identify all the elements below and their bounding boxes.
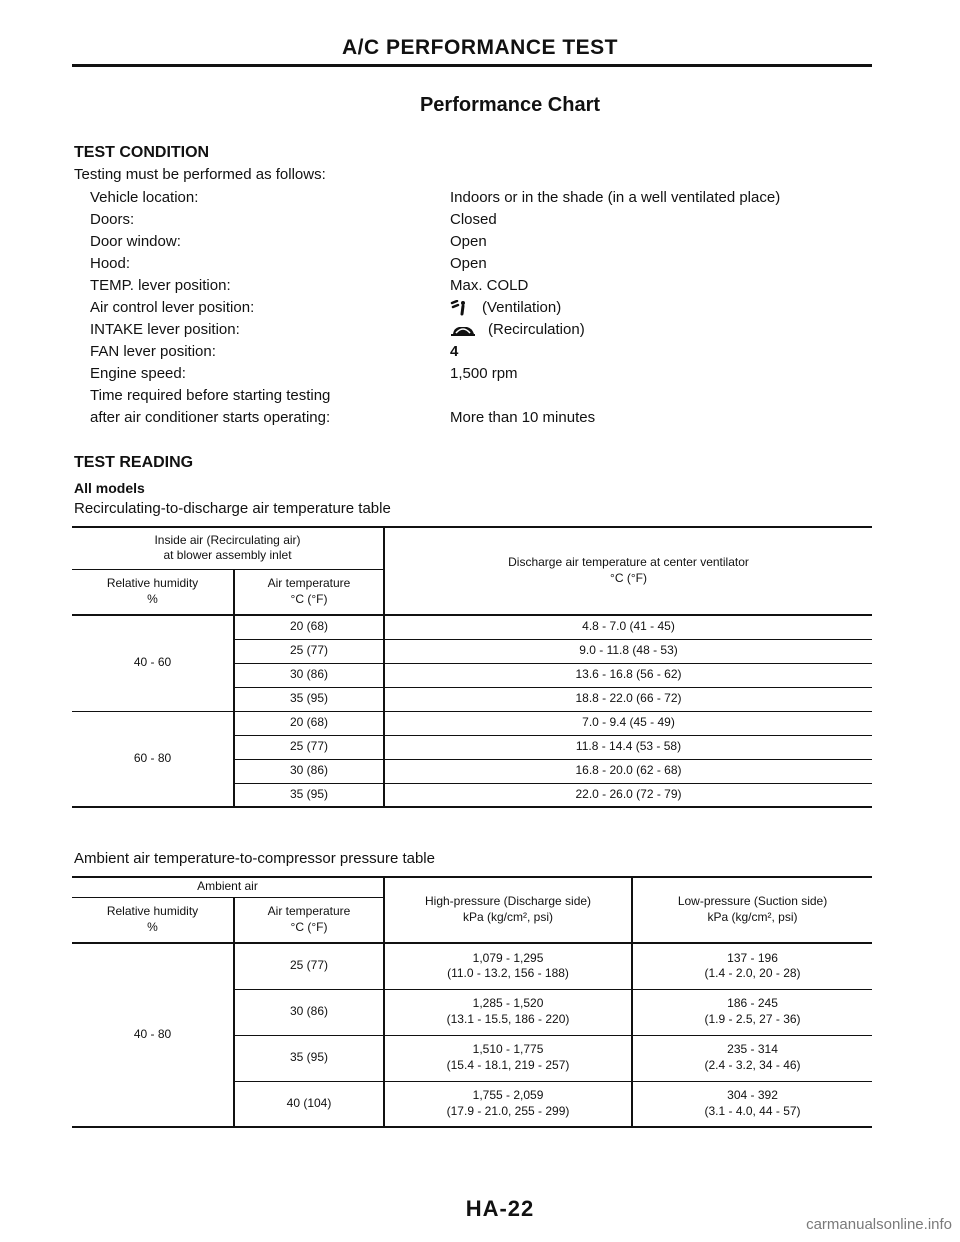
pressure-kpa: 186 - 245 bbox=[727, 996, 778, 1011]
test-condition-heading: TEST CONDITION bbox=[74, 144, 210, 161]
temp-cell: 25 (77) bbox=[234, 735, 384, 759]
discharge-cell: 13.6 - 16.8 (56 - 62) bbox=[384, 663, 872, 687]
condition-label: Doors: bbox=[90, 211, 135, 228]
condition-value: 4 bbox=[450, 343, 459, 360]
header-text: °C (°F) bbox=[290, 919, 328, 934]
pressure-alt: (1.4 - 2.0, 20 - 28) bbox=[704, 966, 801, 981]
pressure-kpa: 1,755 - 2,059 bbox=[472, 1088, 544, 1103]
header-text: Air temperature bbox=[267, 576, 351, 591]
pressure-kpa: 137 - 196 bbox=[727, 950, 778, 965]
table2-header-humidity bbox=[72, 897, 234, 943]
high-pressure-cell bbox=[384, 1081, 632, 1127]
header-text: % bbox=[147, 591, 158, 606]
page-number: HA-22 bbox=[465, 1196, 535, 1221]
temp-cell: 35 (95) bbox=[234, 1035, 384, 1081]
header-text: at blower assembly inlet bbox=[163, 548, 292, 563]
temp-cell: 20 (68) bbox=[234, 615, 384, 639]
header-text: Low-pressure (Suction side) bbox=[677, 894, 828, 909]
condition-label: INTAKE lever position: bbox=[90, 321, 240, 338]
condition-value: Closed bbox=[450, 211, 497, 228]
table1-header-air-temp bbox=[234, 569, 384, 615]
header-text: Air temperature bbox=[267, 904, 351, 919]
pressure-kpa: 1,079 - 1,295 bbox=[472, 950, 544, 965]
condition-label: after air conditioner starts operating: bbox=[90, 409, 331, 426]
condition-label: Door window: bbox=[90, 233, 181, 250]
header-text: °C (°F) bbox=[610, 571, 647, 585]
discharge-cell: 11.8 - 14.4 (53 - 58) bbox=[384, 735, 872, 759]
test-condition-intro: Testing must be performed as follows: bbox=[74, 166, 326, 183]
table-row bbox=[72, 943, 872, 989]
pressure-alt: (1.9 - 2.5, 27 - 36) bbox=[704, 1012, 801, 1026]
low-pressure-cell bbox=[632, 989, 872, 1035]
high-pressure-cell bbox=[384, 1035, 632, 1081]
temp-cell: 25 (77) bbox=[234, 639, 384, 663]
section-title: Performance Chart bbox=[419, 94, 601, 116]
page-title: A/C PERFORMANCE TEST bbox=[341, 36, 618, 59]
pressure-kpa: 1,510 - 1,775 bbox=[472, 1042, 544, 1057]
table1-header-discharge bbox=[384, 527, 872, 615]
high-pressure-cell bbox=[384, 989, 632, 1035]
pressure-alt: (3.1 - 4.0, 44 - 57) bbox=[704, 1103, 801, 1118]
pressure-alt: (15.4 - 18.1, 219 - 257) bbox=[446, 1058, 570, 1072]
test-reading-heading: TEST READING bbox=[74, 454, 194, 471]
table2-header-ambient: Ambient air bbox=[72, 877, 384, 897]
header-text: kPa (kg/cm², psi) bbox=[463, 910, 554, 924]
discharge-cell: 4.8 - 7.0 (41 - 45) bbox=[384, 615, 872, 639]
title-rule bbox=[72, 64, 872, 67]
condition-value: (Ventilation) bbox=[482, 299, 562, 316]
header-text: Inside air (Recirculating air) bbox=[154, 532, 301, 547]
condition-label: Vehicle location: bbox=[90, 189, 199, 206]
header-text: Relative humidity bbox=[106, 576, 199, 591]
condition-value: Indoors or in the shade (in a well ventilated place) bbox=[450, 189, 781, 206]
condition-label: Air control lever position: bbox=[90, 299, 255, 316]
table2-header-low-pressure bbox=[632, 877, 872, 943]
humidity-cell: 60 - 80 bbox=[72, 711, 234, 807]
condition-label: Engine speed: bbox=[90, 365, 186, 382]
header-text: kPa (kg/cm², psi) bbox=[707, 910, 798, 924]
condition-label: Hood: bbox=[90, 255, 131, 272]
discharge-cell: 16.8 - 20.0 (62 - 68) bbox=[384, 759, 872, 783]
pressure-alt: (13.1 - 15.5, 186 - 220) bbox=[446, 1012, 570, 1026]
pressure-alt: (2.4 - 3.2, 34 - 46) bbox=[704, 1058, 801, 1072]
watermark: carmanualsonline.info bbox=[806, 1216, 952, 1233]
pressure-kpa: 304 - 392 bbox=[727, 1088, 778, 1103]
header-text: % bbox=[147, 919, 158, 934]
table2-header-high-pressure bbox=[384, 877, 632, 943]
condition-label: TEMP. lever position: bbox=[90, 277, 231, 294]
humidity-cell: 40 - 60 bbox=[72, 615, 234, 711]
header-text: High-pressure (Discharge side) bbox=[424, 894, 592, 909]
test-reading-subheading: All models bbox=[74, 480, 145, 496]
table1-header-humidity bbox=[72, 569, 234, 615]
vent-icon bbox=[450, 300, 470, 316]
temp-cell: 20 (68) bbox=[234, 711, 384, 735]
temp-cell: 30 (86) bbox=[234, 663, 384, 687]
condition-value: Open bbox=[450, 255, 487, 272]
table-row bbox=[72, 711, 872, 735]
high-pressure-cell bbox=[384, 943, 632, 989]
pressure-alt: (17.9 - 21.0, 255 - 299) bbox=[446, 1103, 570, 1118]
temp-cell: 25 (77) bbox=[234, 943, 384, 989]
low-pressure-cell bbox=[632, 943, 872, 989]
table1-caption: Recirculating-to-discharge air temperature table bbox=[74, 500, 391, 517]
discharge-cell: 22.0 - 26.0 (72 - 79) bbox=[575, 786, 682, 801]
discharge-cell: 9.0 - 11.8 (48 - 53) bbox=[384, 639, 872, 663]
low-pressure-cell bbox=[632, 1035, 872, 1081]
temp-cell: 40 (104) bbox=[234, 1081, 384, 1127]
discharge-cell: 7.0 - 9.4 (45 - 49) bbox=[384, 711, 872, 735]
temp-cell: 35 (95) bbox=[234, 783, 384, 807]
table-row bbox=[72, 615, 872, 639]
header-text: °C (°F) bbox=[290, 591, 328, 606]
low-pressure-cell bbox=[632, 1081, 872, 1127]
temp-cell: 30 (86) bbox=[234, 759, 384, 783]
table2-header-air-temp bbox=[234, 897, 384, 943]
table1-header-inside-air bbox=[72, 527, 384, 569]
header-text: Relative humidity bbox=[106, 904, 199, 919]
recirculation-icon bbox=[450, 323, 476, 337]
temp-cell: 35 (95) bbox=[234, 687, 384, 711]
condition-value: More than 10 minutes bbox=[450, 409, 596, 426]
condition-value: (Recirculation) bbox=[488, 321, 585, 338]
condition-value: Open bbox=[450, 233, 487, 250]
condition-value: 1,500 rpm bbox=[450, 365, 518, 382]
discharge-cell: 18.8 - 22.0 (66 - 72) bbox=[384, 687, 872, 711]
humidity-cell: 40 - 80 bbox=[72, 943, 234, 1127]
pressure-kpa: 235 - 314 bbox=[727, 1042, 778, 1057]
condition-label: Time required before starting testing bbox=[90, 387, 331, 404]
condition-value-wrap bbox=[450, 321, 585, 338]
compressor-pressure-table bbox=[72, 876, 872, 1128]
temp-cell: 30 (86) bbox=[234, 989, 384, 1035]
condition-label: FAN lever position: bbox=[90, 343, 216, 360]
table2-caption: Ambient air temperature-to-compressor pressure table bbox=[74, 850, 435, 867]
condition-value: Max. COLD bbox=[450, 277, 529, 294]
condition-value-wrap bbox=[450, 299, 561, 316]
pressure-kpa: 1,285 - 1,520 bbox=[472, 996, 544, 1011]
header-text: Discharge air temperature at center ventilator bbox=[508, 555, 749, 570]
discharge-temperature-table bbox=[72, 526, 872, 808]
pressure-alt: (11.0 - 13.2, 156 - 188) bbox=[447, 966, 569, 981]
